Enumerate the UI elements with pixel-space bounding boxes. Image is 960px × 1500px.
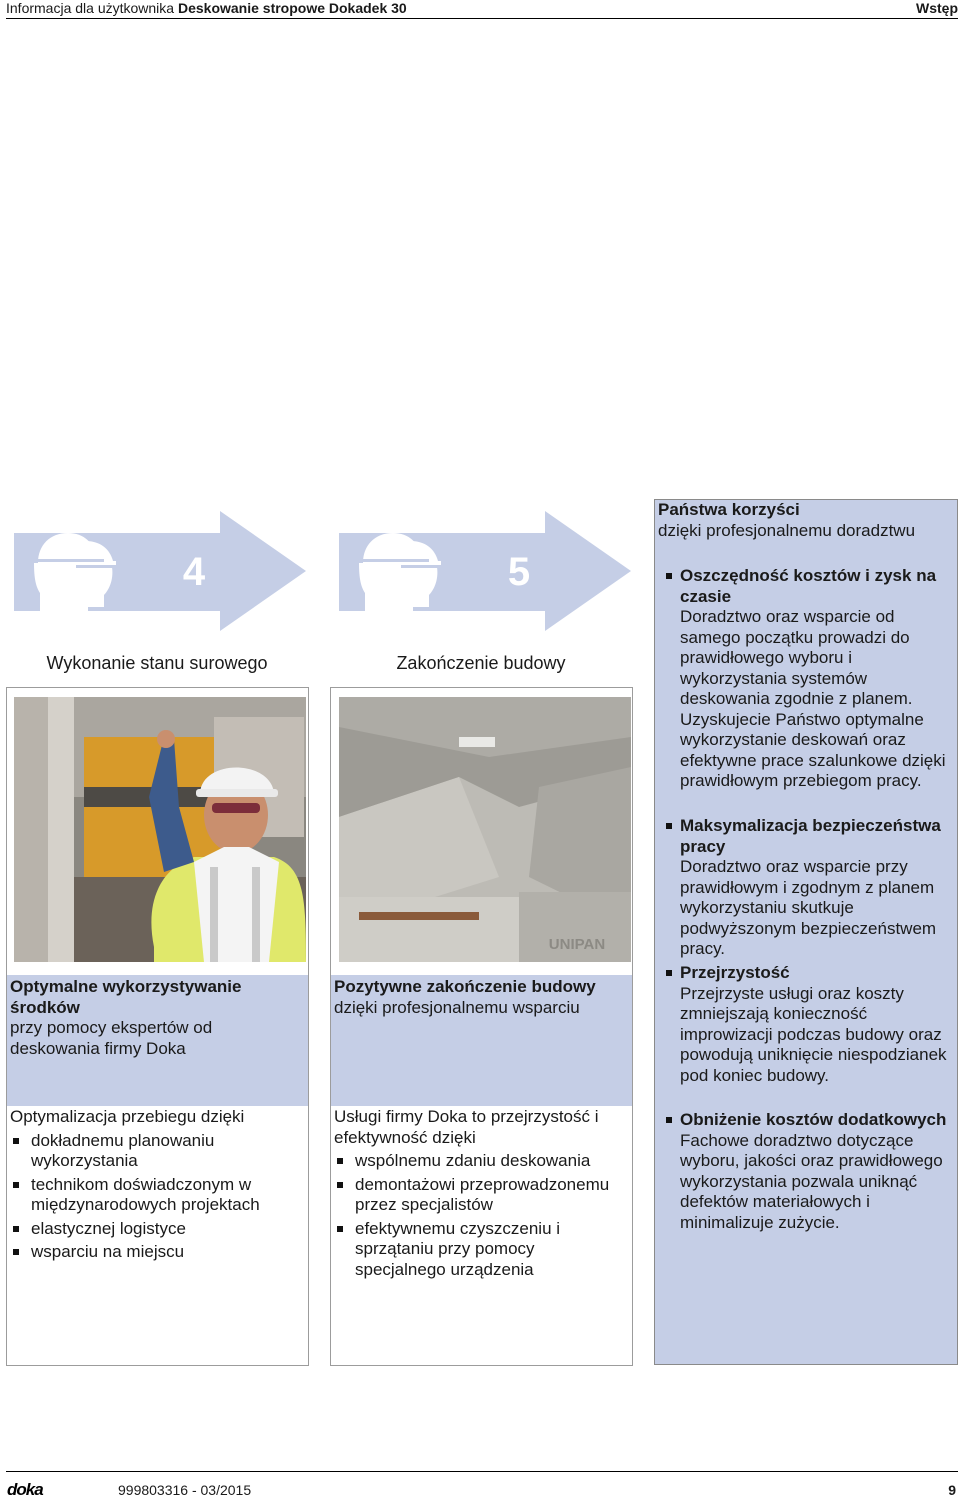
step-5-body — [334, 1107, 628, 1283]
step-4-list — [10, 1131, 302, 1263]
unipan-label: UNIPAN — [548, 936, 606, 953]
band-title: Optymalne wykorzystywanie środków — [10, 977, 242, 1017]
benefit-text: Przejrzyste usługi oraz koszty zmniejszają konieczność improwizacji podczas budowy oraz powodują uniknięcie niespodzianek pod koniec budowy. — [680, 983, 947, 1085]
list-item: technikom doświadczonym w międzynarodowych projektach — [10, 1175, 302, 1216]
step-4-body — [10, 1107, 302, 1266]
list-item: wsparciu na miejscu — [10, 1242, 302, 1263]
benefit-title: Oszczędność kosztów i zysk na czasie — [680, 566, 937, 606]
building-interior-photo — [339, 697, 631, 962]
band-title: Pozytywne zakończenie budowy — [334, 977, 596, 996]
benefits-header — [658, 500, 954, 541]
benefit-item — [658, 963, 954, 1086]
benefits-subtitle: dzięki profesjonalnemu doradztwu — [658, 520, 916, 540]
list-item: efektywnemu czyszczeniu i sprzątaniu przy pomocy specjalnego urządzenia — [334, 1219, 628, 1281]
list-item: wspólnemu zdaniu deskowania — [334, 1151, 628, 1172]
page-header — [6, 0, 958, 19]
step-4-band-text — [10, 977, 302, 1059]
header-product: Deskowanie stropowe Dokadek 30 — [177, 0, 407, 16]
step-4-title: Wykonanie stanu surowego — [46, 653, 268, 673]
worker-photo — [14, 697, 306, 962]
benefit-title: Obniżenie kosztów dodatkowych — [680, 1110, 947, 1129]
step-5-band-text — [334, 977, 626, 1018]
list-item: dokładnemu planowaniu wykorzystania — [10, 1131, 302, 1172]
step-5-list — [334, 1151, 628, 1280]
benefit-title: Przejrzystość — [680, 963, 790, 982]
step-number: 4 — [182, 550, 206, 594]
header-left — [6, 0, 407, 16]
benefit-item — [658, 816, 954, 960]
benefit-item — [658, 1110, 954, 1233]
band-subtitle: dzięki profesjonalnemu wsparciu — [334, 997, 580, 1017]
document-number: 999803316 - 03/2015 — [118, 1482, 252, 1498]
benefits-title: Państwa korzyści — [658, 500, 800, 519]
footer-divider — [6, 1471, 958, 1472]
step-5-title: Zakończenie budowy — [396, 653, 566, 673]
benefit-text: Doradztwo oraz wsparcie od samego początku prowadzi do prawidłowego wyboru i wykorzystania systemów deskowania zgodnie z planem. Uzyskujecie Państwo optymalne wykorzystanie deskowań oraz efektywne prace szalunkowe dzięki prawidłowym przebiegom pracy. — [680, 607, 946, 790]
page-number: 9 — [948, 1482, 956, 1498]
band-subtitle: przy pomocy ekspertów od deskowania firmy Doka — [10, 1018, 213, 1058]
benefit-text: Doradztwo oraz wsparcie przy prawidłowym i zgodnym z planem wykorzystaniu skutkuje podwyższonym bezpieczeństwem pracy. — [680, 857, 937, 958]
list-item: demontażowi przeprowadzonemu przez specjalistów — [334, 1175, 628, 1216]
step-5-arrow-graphic — [339, 511, 633, 631]
header-section: Wstęp — [916, 0, 958, 16]
body-intro: Usługi firmy Doka to przejrzystość i efektywność dzięki — [334, 1107, 599, 1147]
step-number: 5 — [507, 550, 531, 594]
benefit-text: Fachowe doradztwo dotyczące wyboru, jakości oraz prawidłowego wykorzystania pozwala uniknąć defektów materiałowych i minimalizuje zużycie. — [680, 1130, 943, 1232]
body-intro: Optymalizacja przebiegu dzięki — [10, 1107, 245, 1126]
header-prefix: Informacja dla użytkownika — [6, 0, 175, 16]
benefit-title: Maksymalizacja bezpieczeństwa pracy — [680, 816, 941, 856]
list-item: elastycznej logistyce — [10, 1219, 302, 1240]
step-4-arrow-graphic — [14, 511, 308, 631]
benefit-item — [658, 566, 954, 792]
doka-logo: doka — [7, 1480, 43, 1499]
